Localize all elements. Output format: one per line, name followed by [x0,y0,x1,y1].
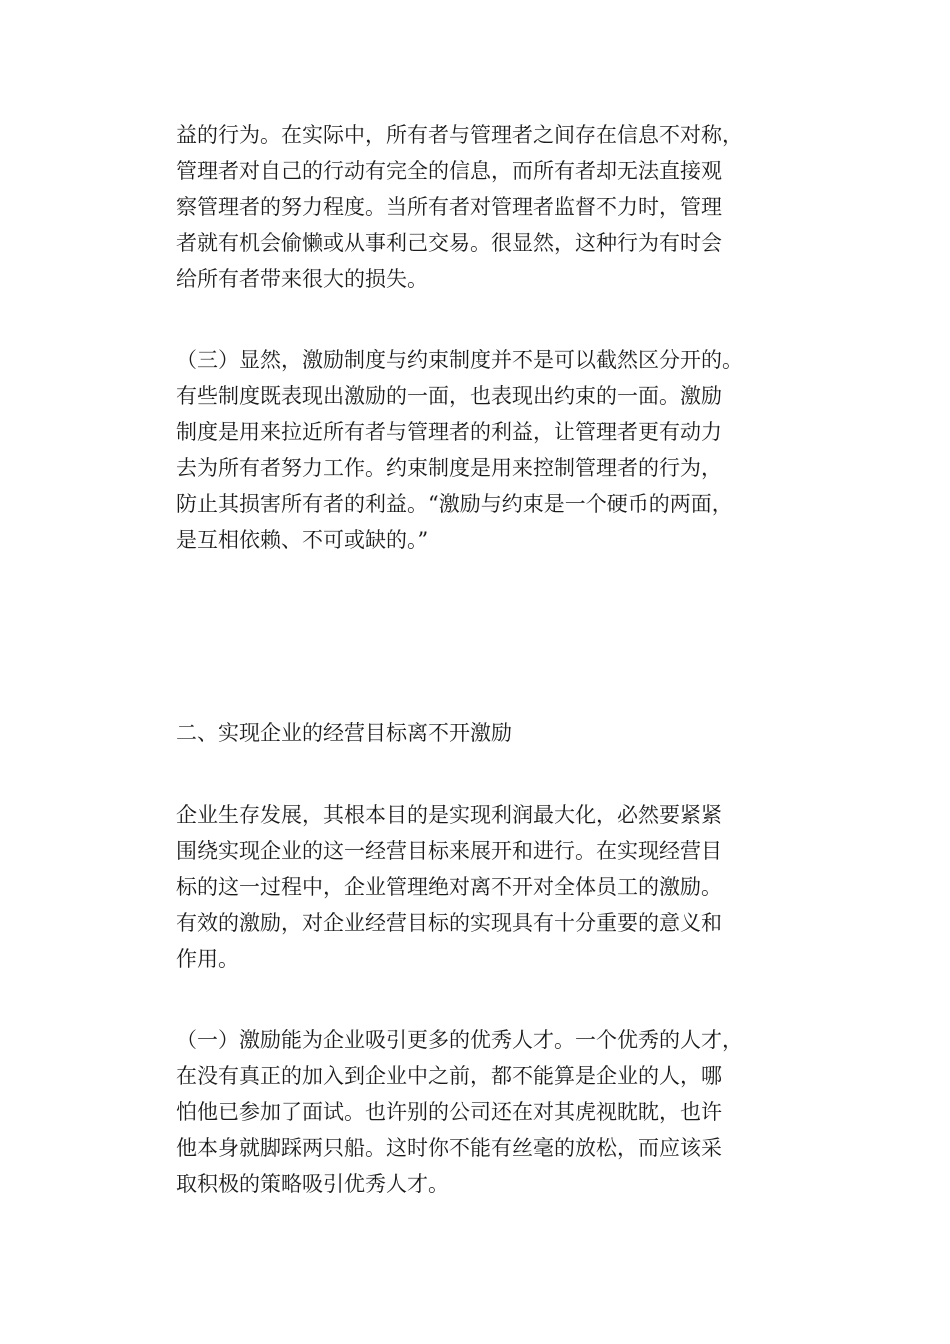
paragraph-line: 企业生存发展，其根本目的是实现利润最大化，必然要紧紧 [176,803,722,827]
paragraph-line: 制度是用来拉近所有者与管理者的利益，让管理者更有动力 [176,420,722,444]
paragraph-line: 防止其损害所有者的利益。“激励与约束是一个硬币的两面， [176,492,733,516]
paragraph-line: 管理者对自己的行动有完全的信息，而所有者却无法直接观 [176,159,722,183]
section-heading: 二、实现企业的经营目标离不开激励 [176,721,512,745]
paragraph-line: （一）激励能为企业吸引更多的优秀人才。一个优秀的人才， [176,1028,743,1052]
paragraph-line: 有效的激励，对企业经营目标的实现具有十分重要的意义和 [176,911,722,935]
paragraph-line: 在没有真正的加入到企业中之前，都不能算是企业的人，哪 [176,1064,722,1088]
paragraph-line: 有些制度既表现出激励的一面，也表现出约束的一面。激励 [176,384,722,408]
paragraph-line: 去为所有者努力工作。约束制度是用来控制管理者的行为， [176,456,722,480]
paragraph-line: 是互相依赖、不可或缺的。” [176,528,429,552]
paragraph-line: 他本身就脚踩两只船。这时你不能有丝毫的放松，而应该采 [176,1136,722,1160]
paragraph-line: 益的行为。在实际中，所有者与管理者之间存在信息不对称， [176,123,743,147]
paragraph-line: 取积极的策略吸引优秀人才。 [176,1172,449,1196]
paragraph-line: 怕他已参加了面试。也许别的公司还在对其虎视眈眈，也许 [176,1100,722,1124]
paragraph-line: 围绕实现企业的这一经营目标来展开和进行。在实现经营目 [176,839,722,863]
paragraph-line: 者就有机会偷懒或从事利己交易。很显然，这种行为有时会 [176,231,722,255]
paragraph-line: 察管理者的努力程度。当所有者对管理者监督不力时，管理 [176,195,722,219]
paragraph-line: （三）显然，激励制度与约束制度并不是可以截然区分开的。 [176,348,743,372]
paragraph-line: 作用。 [176,947,239,971]
paragraph-line: 给所有者带来很大的损失。 [176,267,428,291]
paragraph-line: 标的这一过程中，企业管理绝对离不开对全体员工的激励。 [176,875,722,899]
